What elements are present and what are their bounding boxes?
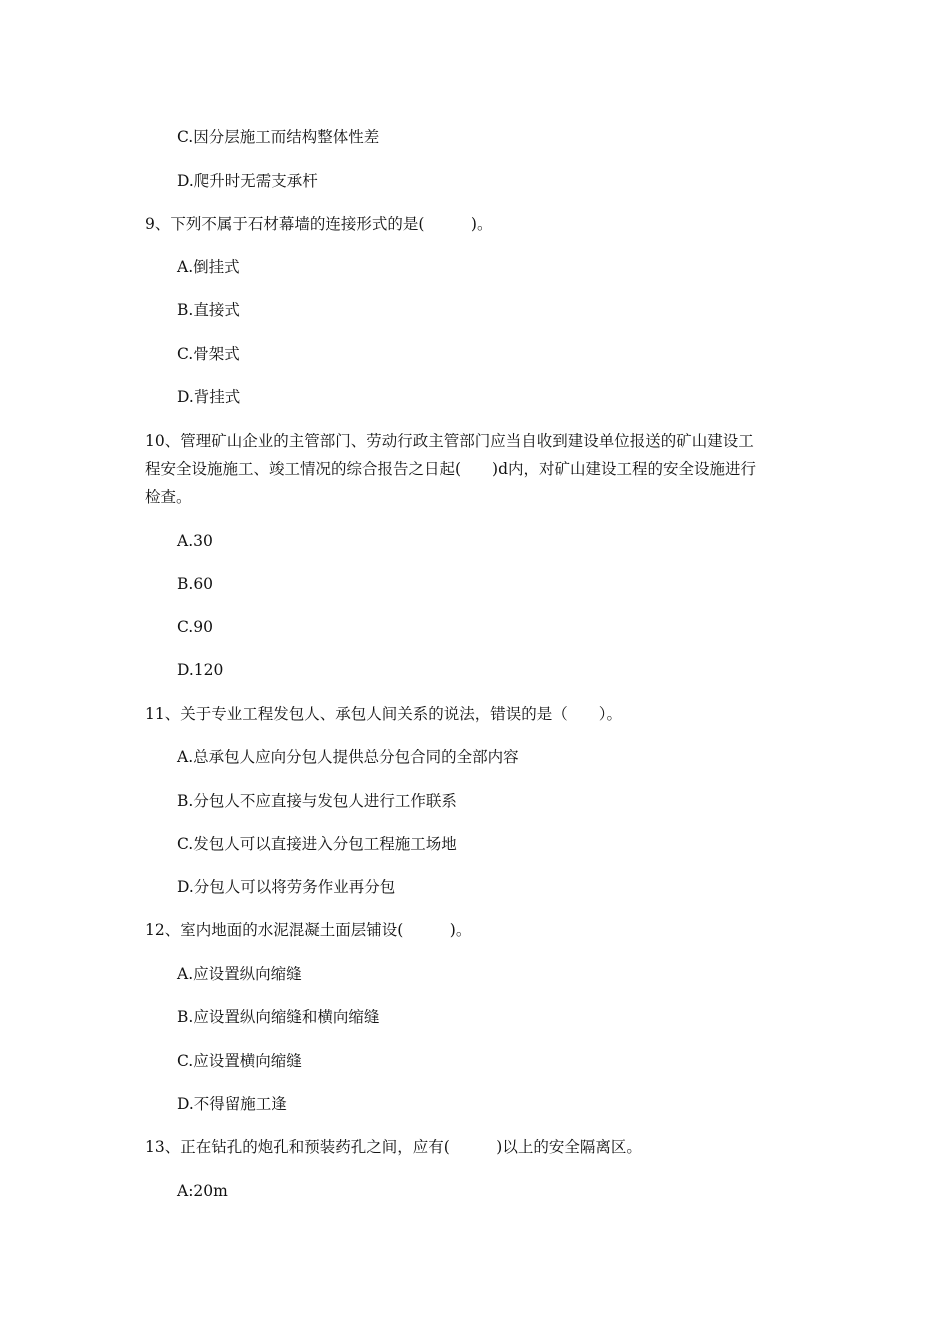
question-stem: 12、室内地面的水泥混凝土面层铺设( )。 — [145, 921, 472, 939]
answer-option: A.应设置纵向缩缝 — [177, 965, 302, 983]
question-stem: 11、关于专业工程发包人、承包人间关系的说法，错误的是（ ）。 — [145, 705, 622, 723]
answer-option: B.直接式 — [177, 301, 240, 319]
answer-option: B.60 — [177, 575, 214, 593]
question-stem-continuation: 检查。 — [145, 488, 192, 506]
answer-option: C.发包人可以直接进入分包工程施工场地 — [177, 835, 457, 853]
question-stem: 13、正在钻孔的炮孔和预装药孔之间，应有( )以上的安全隔离区。 — [145, 1138, 642, 1156]
answer-option: A.30 — [177, 532, 213, 550]
answer-option: C.90 — [177, 618, 213, 636]
answer-option: D.爬升时无需支承杆 — [177, 172, 318, 190]
answer-option: A.总承包人应向分包人提供总分包合同的全部内容 — [177, 748, 519, 766]
answer-option: D.分包人可以将劳务作业再分包 — [177, 878, 396, 896]
answer-option: C.因分层施工而结构整体性差 — [177, 128, 380, 146]
question-stem-continuation: 程安全设施施工、竣工情况的综合报告之日起( )d内，对矿山建设工程的安全设施进行 — [145, 460, 757, 478]
answer-option: B.分包人不应直接与发包人进行工作联系 — [177, 792, 457, 810]
answer-option: B.应设置纵向缩缝和横向缩缝 — [177, 1008, 380, 1026]
answer-option: D.不得留施工逢 — [177, 1095, 287, 1113]
question-stem: 10、管理矿山企业的主管部门、劳动行政主管部门应当自收到建设单位报送的矿山建设工 — [145, 432, 754, 450]
answer-option: A:20m — [177, 1182, 228, 1200]
answer-option: D.120 — [177, 661, 224, 679]
answer-option: C.骨架式 — [177, 345, 240, 363]
question-stem: 9、下列不属于石材幕墙的连接形式的是( )。 — [145, 215, 493, 233]
answer-option: D.背挂式 — [177, 388, 241, 406]
answer-option: A.倒挂式 — [177, 258, 240, 276]
answer-option: C.应设置横向缩缝 — [177, 1052, 302, 1070]
